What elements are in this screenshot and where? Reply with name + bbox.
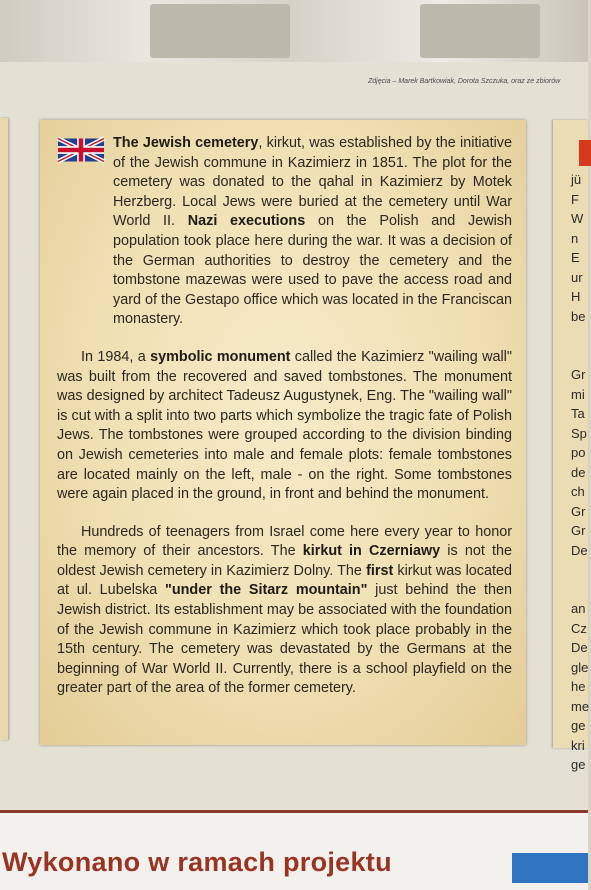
paragraph-monument xyxy=(57,348,512,505)
bold-jewish-cemetery: The Jewish cemetery xyxy=(113,135,259,151)
right-panel-fragment: F xyxy=(571,191,579,207)
bold-first: first xyxy=(366,562,394,579)
text-segment: kirkut was located at ul. Lubelska xyxy=(57,562,512,599)
text-segment: just behind the then Jewish district. Its establishment may be associated with the foundation of the Jewish commune in Kazimierz which took place probably in the 15th century. The cemetery was devastated by the Germans at the beginning of War World II. Currently, there is a school playfield on the greater part of the area of the former cemetery. xyxy=(57,582,512,697)
right-panel-fragment: ge xyxy=(571,718,586,733)
right-panel-fragment: ch xyxy=(571,484,585,499)
footer-logo-bar xyxy=(512,853,588,883)
right-panel-fragment: W xyxy=(571,211,584,226)
bold-kirkut-czerniawy: kirkut in Czerniawy xyxy=(302,543,441,560)
text-segment: Hundreds of teenagers from Israel come here every year to honor the memory of their ancestors. The xyxy=(57,523,512,560)
right-panel-fragment: ge xyxy=(571,757,586,772)
right-panel-fragment: po xyxy=(571,445,586,460)
german-flag-icon xyxy=(579,140,591,166)
tombstone-photo xyxy=(150,4,290,58)
text-segment: In 1984, a xyxy=(81,348,151,365)
right-panel-fragment: de xyxy=(571,464,586,480)
bold-sitarz-mountain: "under the Sitarz mountain" xyxy=(165,582,368,599)
left-panel-edge xyxy=(0,118,8,740)
english-text-panel xyxy=(40,120,526,745)
right-panel-fragment: an xyxy=(571,601,586,616)
right-panel-fragment: Ta xyxy=(571,406,585,421)
right-panel-fragment: Gr xyxy=(571,523,586,538)
paragraph-history xyxy=(57,134,512,330)
right-panel-fragment: Gr xyxy=(571,503,586,519)
right-panel-fragment: De xyxy=(571,640,588,655)
bold-symbolic-monument: symbolic monument xyxy=(150,348,291,365)
paragraph-kirkut xyxy=(57,523,512,699)
right-panel-fragment: n xyxy=(571,230,579,246)
footer-text: Wykonano w ramach projektu xyxy=(2,847,392,877)
right-panel-fragment: Gr xyxy=(571,367,586,382)
right-panel-fragment: Sp xyxy=(571,425,587,441)
right-panel-fragment: E xyxy=(571,250,580,265)
text-segment: , kirkut, was established by the initiative of the Jewish commune in Kazimierz in 1851. The plot for the cemetery was donated to the qahal in Kazimierz by Motek Herzberg. Local Jews were buried at the cemetery until War World II. xyxy=(113,135,512,230)
uk-flag-icon xyxy=(58,134,104,166)
right-panel-fragment: ur xyxy=(571,269,583,285)
right-panel-fragment: gle xyxy=(571,659,589,675)
footer-banner xyxy=(0,810,588,890)
top-photo-strip xyxy=(0,0,588,62)
right-panel-fragment: De xyxy=(571,542,588,558)
text-segment: on the Polish and Jewish population took place here during the war. It was a decision of the German authorities to destroy the cemetery and the tombstone mazewas were used to pave the access road and yard of the Gestapo office which was located in the Franciscan monastery. xyxy=(113,213,512,328)
right-panel-fragment: Cz xyxy=(571,620,587,636)
right-panel-fragment: jü xyxy=(571,172,582,187)
right-panel-edge xyxy=(553,120,590,772)
text-segment: is not the oldest Jewish cemetery in Kazimierz Dolny. The xyxy=(57,543,512,579)
right-panel-fragment: he xyxy=(571,679,586,694)
right-panel-fragment: H xyxy=(571,289,581,304)
tombstone-photo xyxy=(420,4,540,58)
text-segment: called the Kazimierz "wailing wall" was built from the recovered and saved tombstones. The monument was designed by architect Tadeusz Augustynek, Eng. The "wailing wall" is cut with a split into two parts which symbolize the tragic fate of Polish Jews. The tombstones were grouped according to the division binding on Jewish cemeteries into male and female plots: female tombstones are located mainly on the left, male - on the right. Some tombstones were again placed in the ground, in front and behind the monument. xyxy=(57,348,512,503)
bold-nazi-executions: Nazi executions xyxy=(187,213,306,230)
right-panel-fragment: me xyxy=(571,698,590,714)
right-panel-fragment: be xyxy=(571,308,586,324)
photo-credit: Zdjęcia – Marek Bartkowiak, Dorota Szczuka, oraz ze zbiorów xyxy=(368,78,561,85)
right-panel-fragment: mi xyxy=(571,386,585,402)
right-panel-fragment: kri xyxy=(571,737,585,753)
